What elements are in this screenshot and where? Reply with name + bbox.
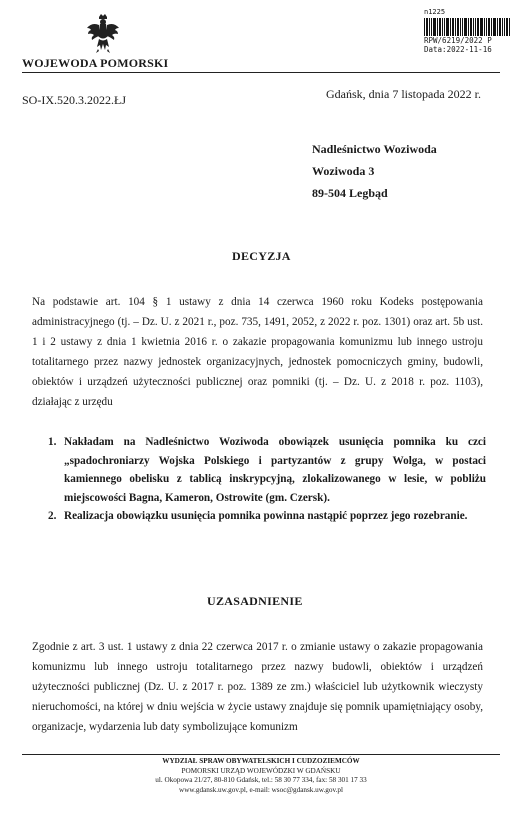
addressee-street: Woziwoda 3	[312, 164, 375, 178]
barcode-date: Data:2022-11-16	[424, 45, 492, 54]
decision-orders	[48, 433, 486, 526]
footer-address: ul. Okopowa 21/27, 80-810 Gdańsk, tel.: 58 30 77 334, fax: 58 301 17 33	[155, 776, 367, 784]
footer-office: POMORSKI URZĄD WOJEWÓDZKI W GDAŃSKU	[181, 766, 341, 775]
registration-barcode	[424, 8, 512, 54]
footer-web: www.gdansk.uw.gov.pl, e-mail: wsoc@gdansk.uw.gov.pl	[179, 785, 343, 794]
authority-name: WOJEWODA POMORSKI	[22, 56, 169, 70]
barcode-icon	[424, 18, 510, 36]
justification-heading: UZASADNIENIE	[207, 594, 303, 608]
order-item	[48, 507, 486, 526]
order-text: Nakładam na Nadleśnictwo Woziwoda obowiązek usunięcia pomnika ku czci „spadochroniarzy Wojska Polskiego i partyzantów z grupy Wolga, w postaci kamiennego obelisku z tablicą inskrypcyjną, zlokalizowanego w lesie, w pobliżu miejscowości Bagna, Kameron, Ostrowite (gm. Czersk).	[64, 436, 486, 504]
order-item	[48, 433, 486, 507]
polish-eagle-icon	[86, 14, 120, 54]
addressee-name: Nadleśnictwo Woziwoda	[312, 142, 437, 156]
barcode-number: n1225	[424, 8, 446, 16]
addressee-block	[312, 138, 437, 204]
footer-divider	[22, 754, 500, 755]
legal-basis-paragraph: Na podstawie art. 104 § 1 ustawy z dnia 14 czerwca 1960 roku Kodeks postępowania administracyjnego (tj. – Dz. U. z 2021 r., poz. 735, 1491, 2052, z 2022 r. poz. 1301) oraz art. 5b ust. 1 i 2 ustawy z dnia 1 kwietnia 2016 r. o zakazie propagowania komunizmu lub innego ustroju totalitarnego przez nazwy jednostek organizacyjnych, jednostek pomocniczych gminy, budowli, obiektów i urządzeń użyteczności publicznej oraz pomniki (tj. – Dz. U. z 2018 r. poz. 1103), działając z urzędu	[32, 296, 483, 408]
case-signature: SO-IX.520.3.2022.ŁJ	[22, 93, 126, 107]
barcode-rpw: RPW/6219/2022 P	[424, 36, 492, 45]
addressee-postal: 89-504 Legbąd	[312, 186, 388, 200]
footer	[22, 757, 500, 795]
order-number: 2.	[48, 510, 57, 522]
order-number: 1.	[48, 436, 57, 448]
order-text: Realizacja obowiązku usunięcia pomnika powinna nastąpić poprzez jego rozebranie.	[64, 510, 468, 522]
footer-department: WYDZIAŁ SPRAW OBYWATELSKICH I CUDZOZIEMCÓW	[162, 757, 360, 765]
place-and-date: Gdańsk, dnia 7 listopada 2022 r.	[326, 87, 481, 101]
justification-paragraph: Zgodnie z art. 3 ust. 1 ustawy z dnia 22 czerwca 2017 r. o zmianie ustawy o zakazie propagowania komunizmu lub innego ustroju totalitarnego przez nazwy budowli, obiektów i urządzeń użyteczności publicznej (Dz. U. z 2017 r. poz. 1389 ze zm.) właściciel lub użytkownik wieczysty nieruchomości, na której w dniu wejścia w życie ustawy znajduje się pomnik upamiętniający osoby, organizacje, wydarzenia lub daty symbolizujące komunizm	[32, 641, 483, 733]
header-divider	[22, 72, 500, 73]
decision-heading: DECYZJA	[232, 249, 291, 263]
